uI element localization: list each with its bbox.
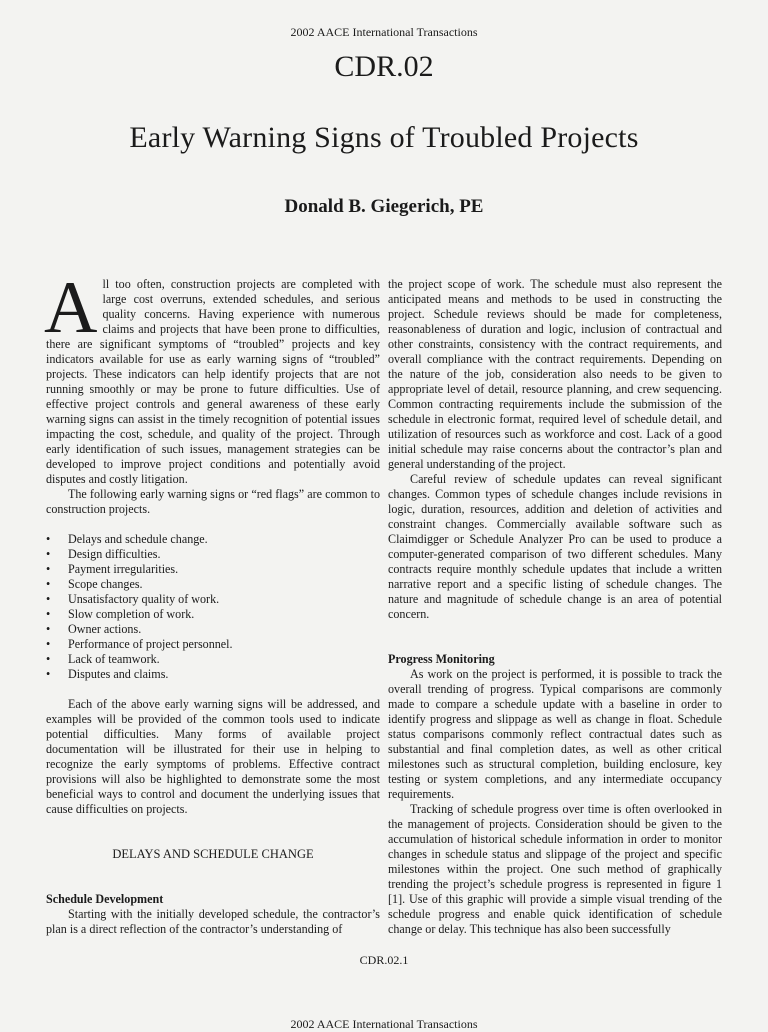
left-column: [44, 267, 380, 937]
list-item: • Disputes and claims.: [46, 667, 380, 682]
paper-title: Early Warning Signs of Troubled Projects: [129, 121, 639, 154]
section-heading: DELAYS AND SCHEDULE CHANGE: [112, 847, 314, 861]
paper-code: CDR.02: [334, 50, 434, 83]
red-flags-intro: The following early warning signs or “red flags” are common to construction projects.: [46, 487, 380, 516]
drop-cap: A: [44, 267, 98, 349]
warning-signs-list: [46, 532, 380, 682]
list-item: • Lack of teamwork.: [46, 652, 380, 667]
proceedings-header: 2002 AACE International Transactions: [290, 25, 478, 39]
body-paragraph: the project scope of work. The schedule must also represent the anticipated means and methods to be used in constructing the project. Schedule reviews should be made for completeness, reasonableness of duration and logic, inclusion of contractual and other constraints, consistency with the contract requirements, and overall compliance with the contract requirements. Depending on the nature of the job, consideration also needs to be given to appropriate level of detail, resource planning, and crew sequencing. Common contracting requirements include the submission of the schedule in electronic format, required level of schedule detail, and utilization of resources such as workforce and cost. Lack of a good initial schedule may raise concerns about the contractor’s plan and general understanding of the project.: [388, 277, 722, 471]
author: Donald B. Giegerich, PE: [284, 196, 484, 217]
page-number: CDR.02.1: [359, 953, 409, 967]
body-paragraph: Tracking of schedule progress over time is often overlooked in the management of projects. Consideration should be given to the accumulation of historical schedule information in order to monitor changes in schedule status and slippage of the project and specific milestones within the project. One such method of graphically trending the project’s schedule progress is represented in figure 1 [1]. Use of this graphic will provide a simple visual trending of the schedule progress and enable quick identification of schedule change or delay. This technique has also been successfully: [388, 802, 722, 936]
list-item: • Owner actions.: [46, 622, 380, 637]
list-item: • Unsatisfactory quality of work.: [46, 592, 380, 607]
list-item: • Design difficulties.: [46, 547, 380, 562]
next-page-header: 2002 AACE International Transactions: [290, 1017, 478, 1031]
body-paragraph: Careful review of schedule updates can reveal significant changes. Common types of schedule changes include revisions in logic, duration, resources, addition and deletion of activities and constraint changes. Commercially available software such as Claimdigger or Schedule Analyzer Pro can be used to produce a computer-generated comparison of two different schedules. Many contracts require monthly schedule updates that include a written narrative report and a specific listing of schedule changes. The nature and magnitude of schedule change is an area of potential concern.: [388, 472, 722, 621]
intro-paragraph: [44, 267, 380, 487]
subsection-heading: Progress Monitoring: [388, 652, 495, 666]
subsection-heading: Schedule Development: [46, 892, 164, 906]
intro-text: ll too often, construction projects are completed with large cost overruns, extended schedules, and serious quality concerns. Having experience with numerous claims and projects that have been prone to difficulties, there are significant symptoms of “troubled” projects and key indicators available for use as early warning signs of “troubled” projects. These indicators can help identify projects that are not running smoothly or may be prone to future difficulties. Use of effective project controls and general awareness of these early warning signs can assist in the timely recognition of potential issues impacting the cost, schedule, and quality of the project. Through early identification of such issues, management strategies can be developed to improve project conditions and potentially avoid disputes and costly litigation.: [46, 277, 380, 486]
list-item: • Scope changes.: [46, 577, 380, 592]
body-paragraph: Each of the above early warning signs will be addressed, and examples will be provided of the common tools used to indicate potential difficulties. Many forms of available project documentation will be illustrated for their use in helping to recognize the early symptoms of problems. Effective contract provisions will also be highlighted to demonstrate some the most beneficial ways to control and document the underlying issues that cause difficulties on projects.: [46, 697, 380, 816]
right-column: [388, 277, 722, 937]
list-item: • Payment irregularities.: [46, 562, 380, 577]
body-paragraph: As work on the project is performed, it is possible to track the overall trending of progress. Typical comparisons are commonly made to compare a schedule update with a baseline in order to identify progress and slippage as well as change in float. Schedule status comparisons commonly reflect contractual dates such as substantial and final completion dates, as well as other critical milestones such as structural completion, building enclosure, key testing or system completions, and any intermediate occupancy requirements.: [388, 667, 722, 801]
list-item: • Slow completion of work.: [46, 607, 380, 622]
list-item: • Performance of project personnel.: [46, 637, 380, 652]
body-paragraph: Starting with the initially developed schedule, the contractor’s plan is a direct reflection of the contractor’s understanding of: [46, 907, 380, 936]
list-item: • Delays and schedule change.: [46, 532, 380, 547]
